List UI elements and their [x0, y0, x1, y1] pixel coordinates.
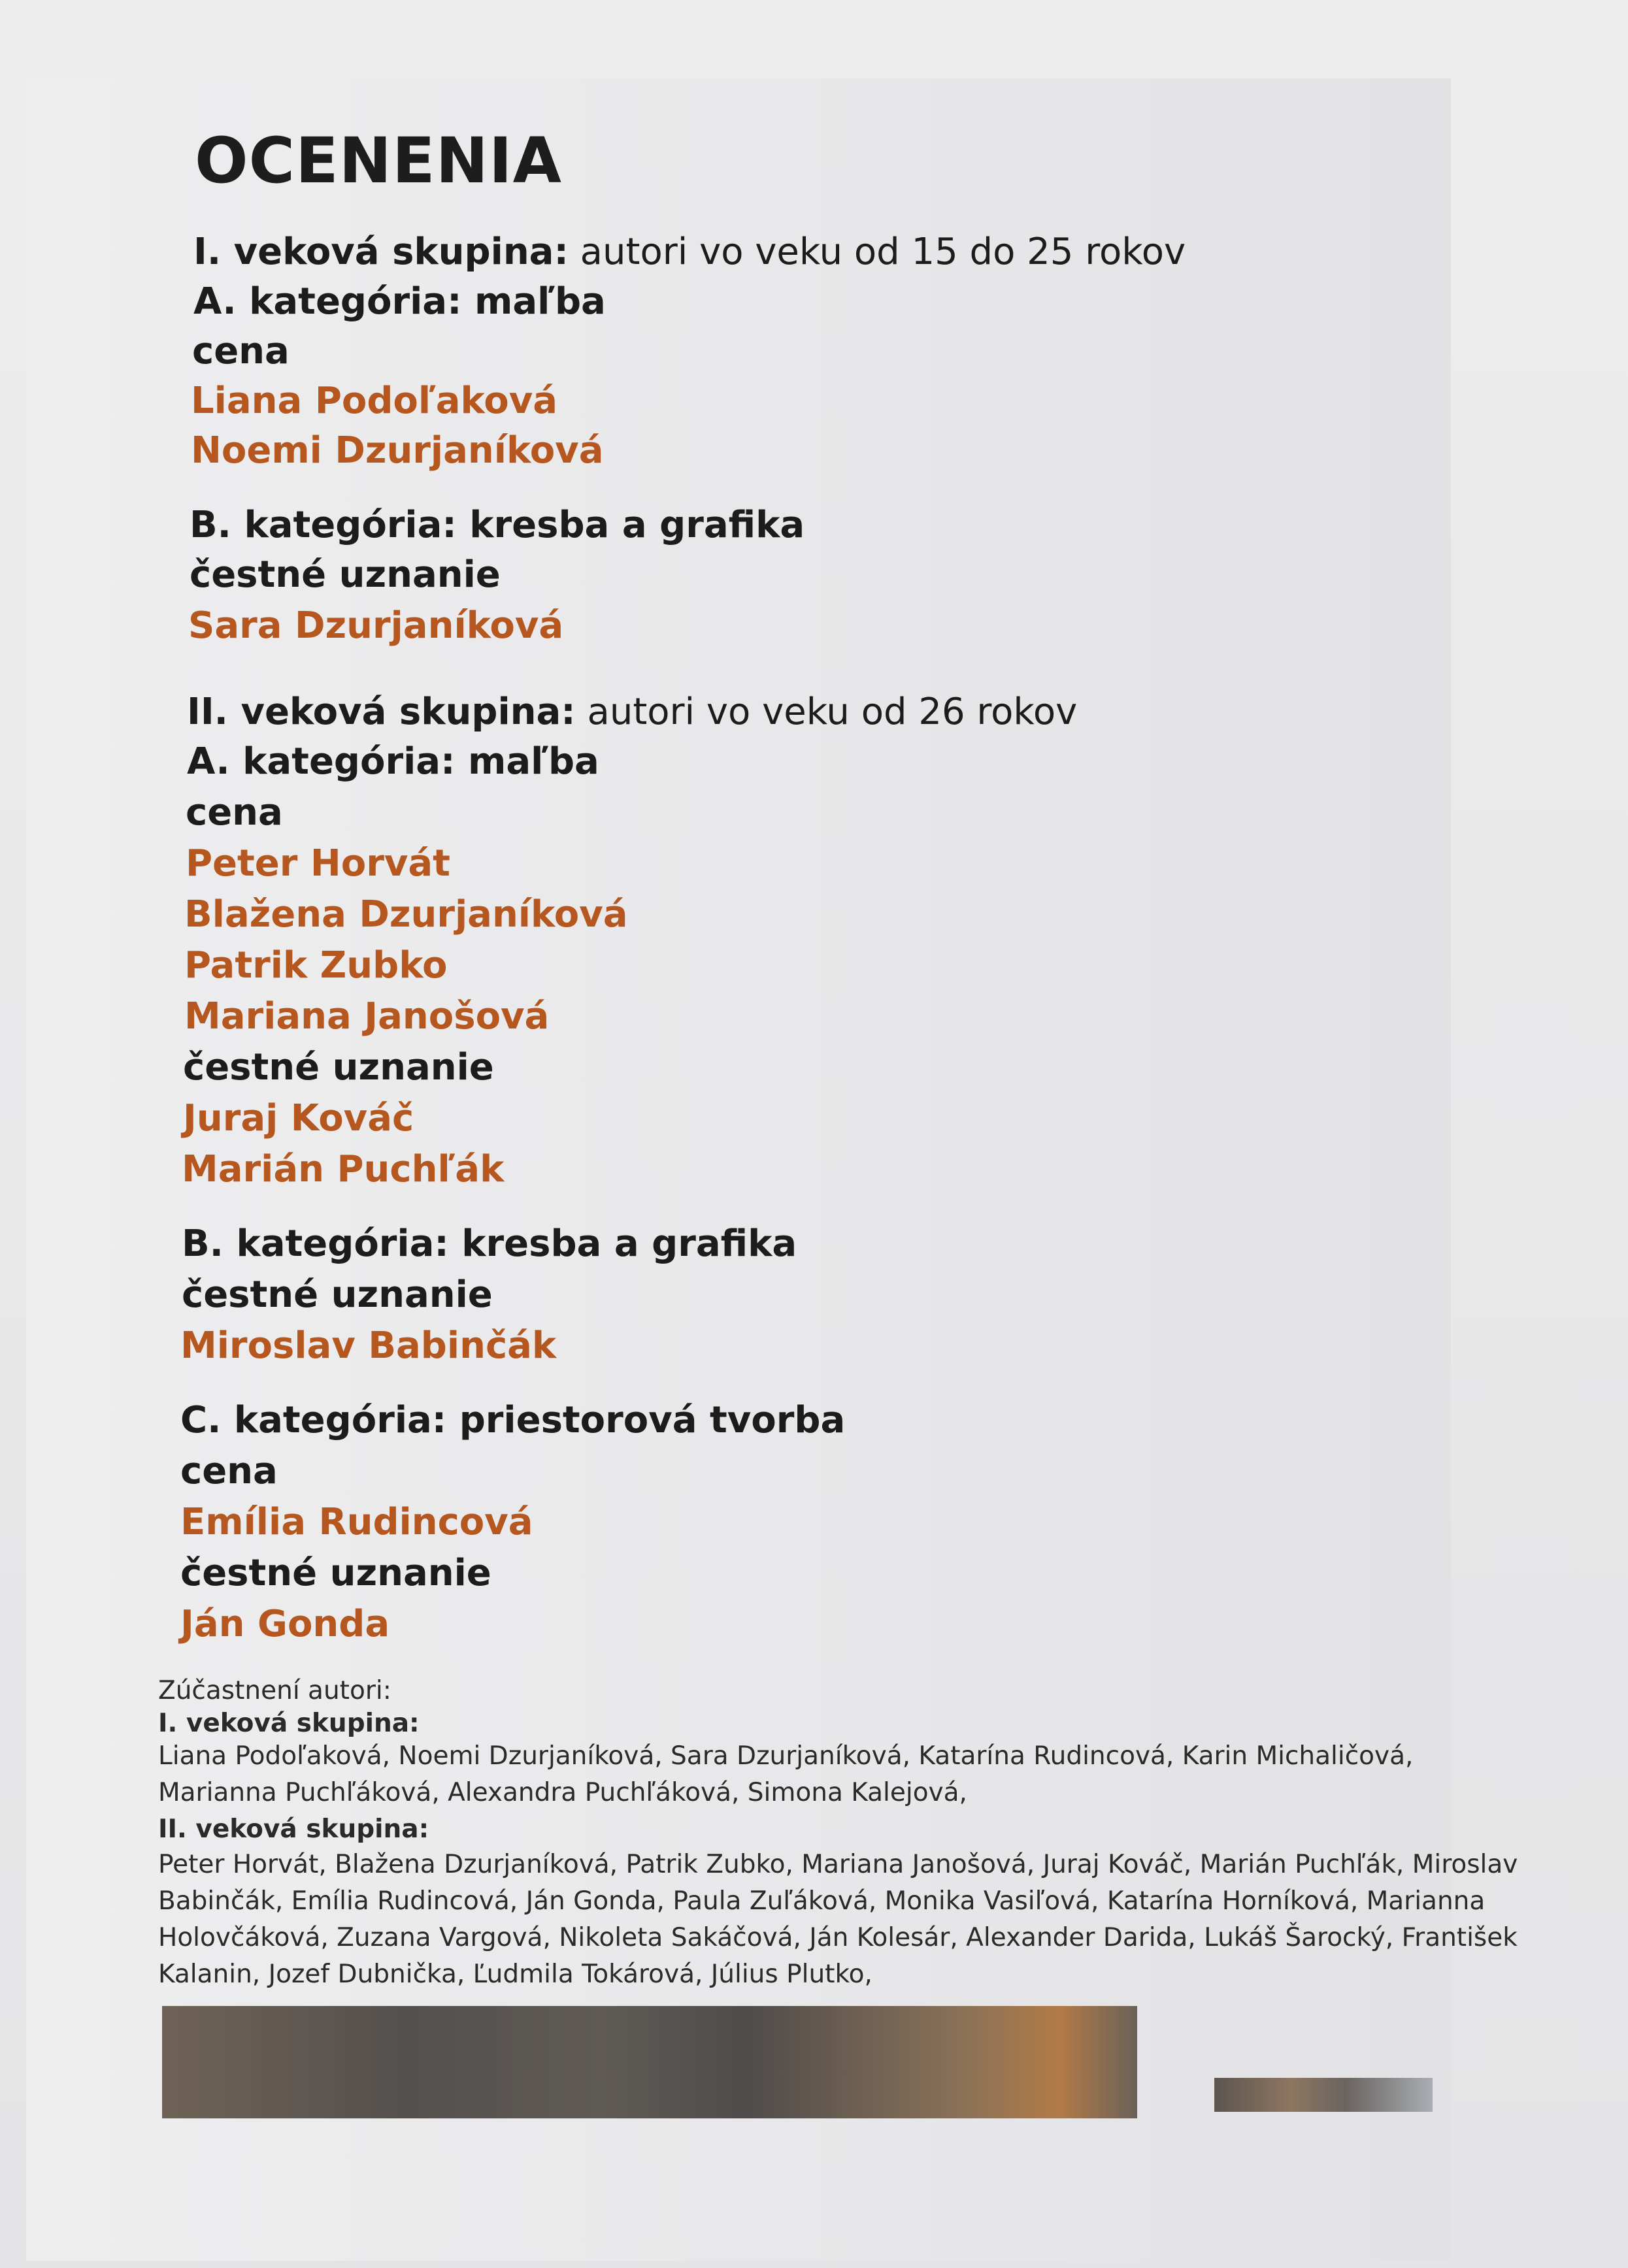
group2-cat-a-name: Peter Horvát — [186, 842, 450, 885]
participants-group2-line: Babinčák, Emília Rudincová, Ján Gonda, Paula Zuľáková, Monika Vasiľová, Katarína Horníková, Marianna — [158, 1886, 1486, 1916]
group2-cat-a-name: Blažena Dzurjaníková — [184, 893, 628, 936]
group2-cat-a-name: Mariana Janošová — [184, 995, 550, 1038]
participants-group1-line: Marianna Puchľáková, Alexandra Puchľáková, Simona Kalejová, — [158, 1778, 967, 1807]
participants-group1-line: Liana Podoľaková, Noemi Dzurjaníková, Sara Dzurjaníková, Katarína Rudincová, Karin Michaličová, — [158, 1741, 1414, 1771]
group2-cat-b: B. kategória: kresba a grafika — [182, 1223, 797, 1265]
group2-cat-b-name: Miroslav Babinčák — [180, 1324, 557, 1367]
group1-cat-b: B. kategória: kresba a grafika — [190, 504, 805, 546]
group1-cat-a: A. kategória: maľba — [193, 280, 606, 323]
group2-cat-c-award2: čestné uznanie — [180, 1552, 491, 1594]
group2-cat-a-name2: Marián Puchľák — [182, 1148, 505, 1191]
group2-cat-c-award: cena — [180, 1450, 278, 1492]
group2-heading-line — [187, 691, 1078, 733]
group2-cat-a: A. kategória: maľba — [187, 740, 599, 783]
participants-group2-label: II. veková skupina: — [158, 1815, 429, 1844]
group2-cat-a-name2: Juraj Kováč — [183, 1097, 414, 1140]
participants-heading: Zúčastnení autori: — [158, 1676, 391, 1705]
group2-cat-c: C. kategória: priestorová tvorba — [180, 1399, 846, 1441]
participants-group2-line: Peter Horvát, Blažena Dzurjaníková, Patrik Zubko, Mariana Janošová, Juraj Kováč, Marián Puchľák, Miroslav — [158, 1850, 1518, 1879]
group2-desc: autori vo veku od 26 rokov — [575, 691, 1078, 733]
group1-desc: autori vo veku od 15 do 25 rokov — [568, 231, 1186, 273]
group2-cat-c-name: Emília Rudincová — [180, 1501, 533, 1543]
participants-group2-line: Holovčáková, Zuzana Vargová, Nikoleta Sakáčová, Ján Kolesár, Alexander Darida, Lukáš Šarocký, František — [158, 1923, 1518, 1952]
group1-cat-b-award: čestné uznanie — [190, 553, 501, 596]
group2-cat-b-award: čestné uznanie — [182, 1274, 493, 1316]
group1-cat-a-award: cena — [192, 330, 290, 372]
group2-heading: II. veková skupina: — [187, 691, 576, 733]
group1-cat-a-name: Liana Podoľaková — [191, 380, 558, 422]
group1-heading-line — [193, 231, 1186, 273]
participants-group1-label: I. veková skupina: — [158, 1709, 420, 1738]
artwork-strip-image — [162, 2006, 1137, 2118]
group2-cat-a-award2: čestné uznanie — [183, 1046, 494, 1089]
group2-cat-c-name2: Ján Gonda — [180, 1603, 390, 1645]
artwork-strip-small-image — [1214, 2078, 1433, 2112]
participants-group2-line: Kalanin, Jozef Dubnička, Ľudmila Tokárová, Július Plutko, — [158, 1960, 872, 1989]
group1-cat-a-name: Noemi Dzurjaníková — [191, 429, 604, 472]
group1-heading: I. veková skupina: — [193, 231, 569, 273]
group2-cat-a-name: Patrik Zubko — [184, 944, 448, 987]
group2-cat-a-award: cena — [186, 791, 283, 834]
group1-cat-b-name: Sara Dzurjaníková — [188, 604, 564, 647]
page-title: OCENENIA — [195, 124, 562, 197]
